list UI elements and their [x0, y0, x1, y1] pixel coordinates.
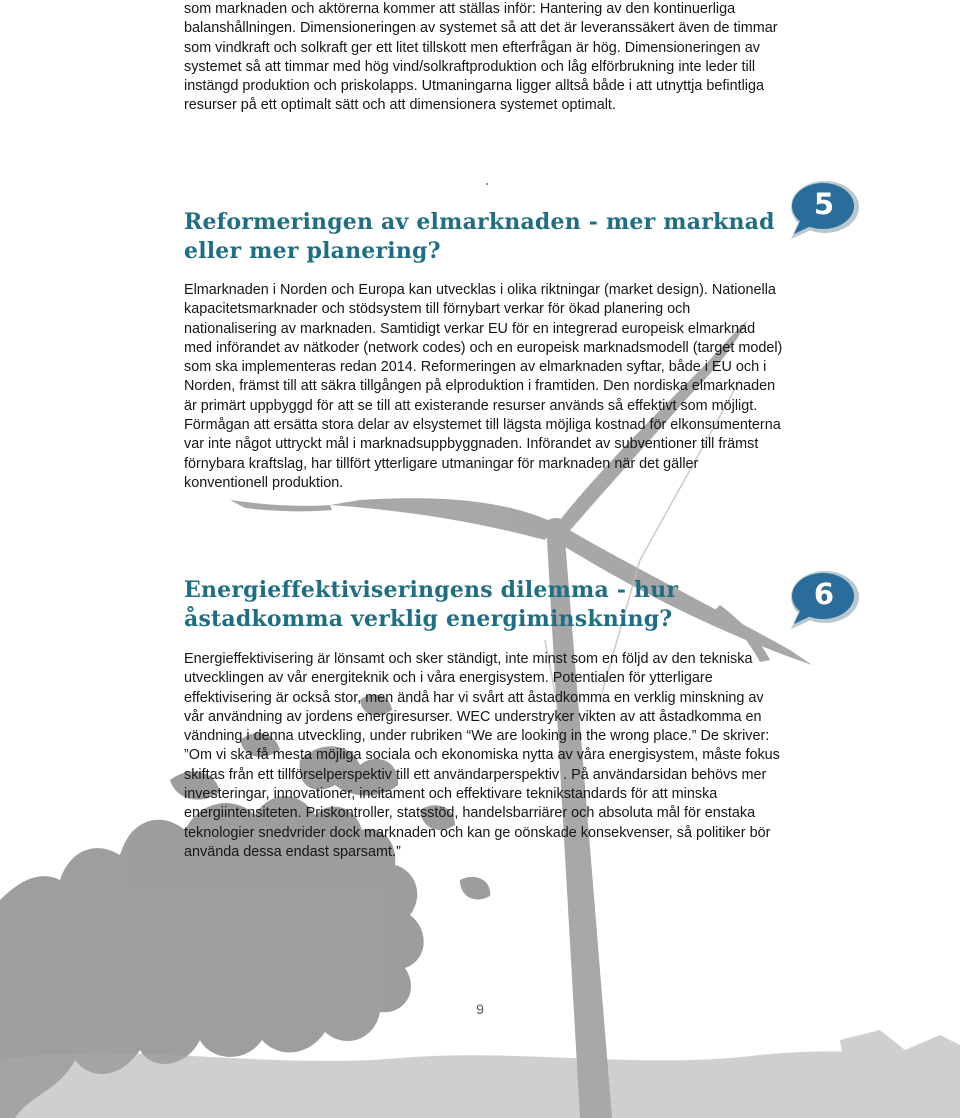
page-number: 9 [476, 1001, 484, 1017]
section-5-heading: Reformeringen av elmarknaden - mer marknad eller mer planering? [184, 209, 775, 264]
section-5-number: 5 [813, 187, 835, 221]
section-5-badge [787, 177, 861, 245]
section-5-body: Elmarknaden i Norden och Europa kan utvecklas i olika riktningar (market design). Nationella kapacitetsmarknader och stödsystem till förnybart verkar för ökad planering och nationalisering av marknaden. Samtidigt verkar EU för en integrerad europeisk elmarknad med införandet av nätkoder (network codes) och en europeisk marknadsmodell (target model) som ska implementeras redan 2014. Reformeringen av elmarknaden syftar, både i EU och i Norden, främst till att säkra tillgången på elproduktion i framtiden. Den nordiska elmarknaden är primärt uppbyggd för att se till att existerande resurser används så effektivt som möjligt. Förmågan att ersätta stora delar av elsystemet till lägsta möjliga kostnad för elkonsumenterna var inte något uttryckt mål i marknadsuppbyggnaden. Införandet av subventioner till främst förnybara kraftslag, har tillfört ytterligare utmaningar för marknaden när det gäller konventionell produktion. [184, 282, 783, 491]
intro-paragraph: som marknaden och aktörerna kommer att ställas inför: Hantering av den kontinuerliga balanshållningen. Dimensioneringen av systemet så att det är leveranssäkert även de timmar som vindkraft och solkraft ger ett litet tillskott men efterfrågan är hög. Dimensioneringen av systemet så att timmar med hög vind/solkraftproduktion och låg elförbrukning inte leder till instängd produktion och priskolapps. Utmaningarna ligger alltså både i att utnyttja befintliga resurser på ett optimalt sätt och att dimensionera systemet optimalt. [184, 1, 778, 114]
section-6-body: Energieffektivisering är lönsamt och sker ständigt, inte minst som en följd av den tekniska utvecklingen av vår energiteknik och i våra energisystem. Potentialen för ytterligare effektivisering är också stor, men ändå har vi svårt att åstadkomma en verklig minskning av vår användning av jordens energiresurser. WEC understryker vikten av att åstadkomma en vändning i denna utveckling, under rubriken “We are looking in the wrong place.” De skriver: ”Om vi ska få mesta möjliga sociala och ekonomiska nytta av våra energisystem, måste fokus skiftas från ett tillförselperspektiv till ett användarperspektiv . På användarsidan behövs mer investeringar, innovationer, incitament och effektivare teknikstandards för att minska energiintensiteten. Priskontroller, statsstöd, handelsbarriärer och absoluta mål för enstaka teknologier snedvrider dock marknaden och kan ge oönskade konsekvenser, så politiker bör använda dessa endast sparsamt.” [184, 651, 780, 860]
speck [486, 183, 488, 185]
section-6-badge [787, 567, 861, 635]
section-6-number: 6 [813, 577, 835, 611]
section-6-heading: Energieffektiviseringens dilemma - hur åstadkomma verklig energiminskning? [184, 577, 679, 632]
